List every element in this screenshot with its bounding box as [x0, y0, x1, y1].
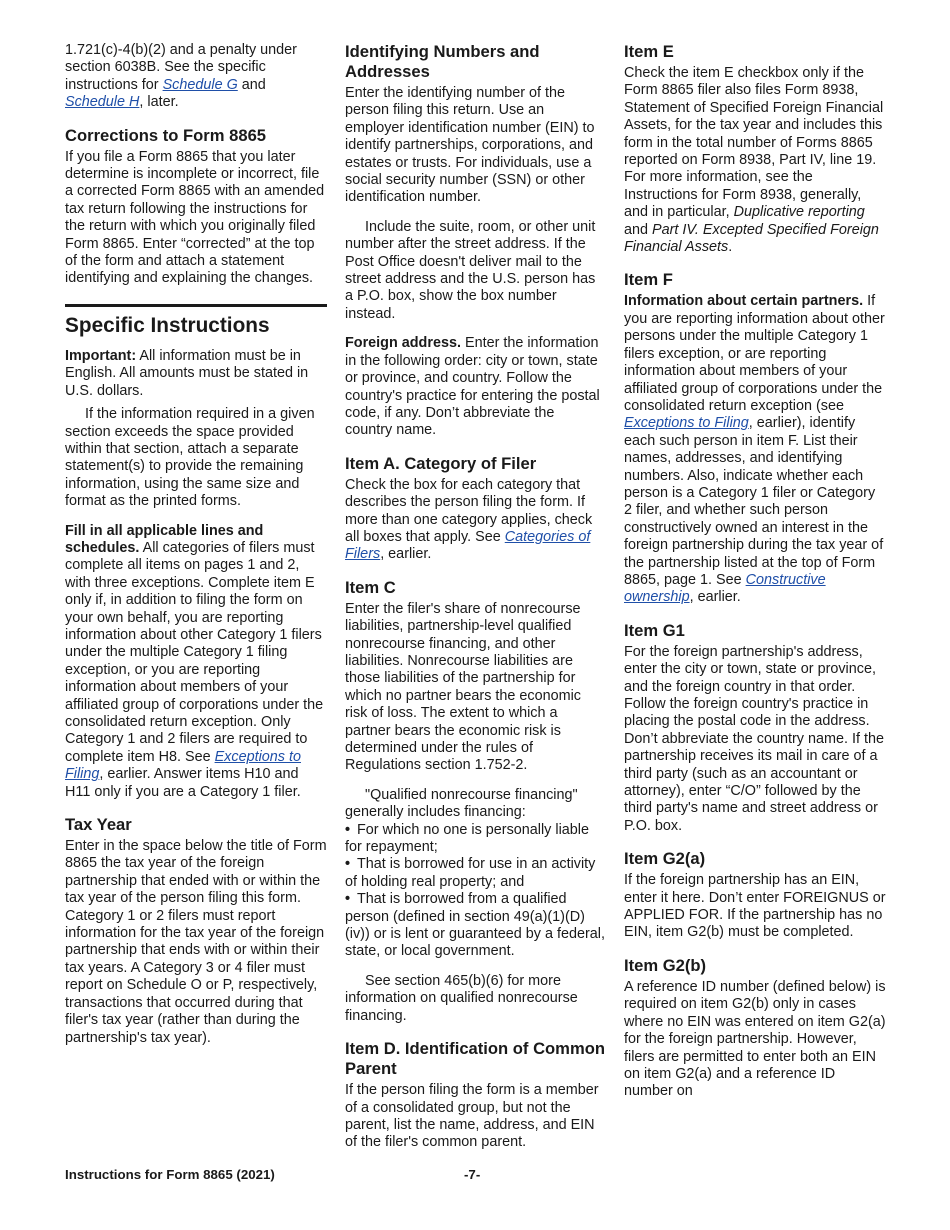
column-middle [345, 42, 605, 1152]
corrections-heading: Corrections to Form 8865 [65, 125, 267, 145]
list-item: • For which no one is personally liable for repayment; [345, 821, 589, 856]
see-465-paragraph: See section 465(b)(6) for more information on qualified nonrecourse financing. [345, 972, 578, 1024]
item-g2b-heading: Item G2(b) [624, 955, 707, 975]
corrections-paragraph: If you file a Form 8865 that you later determine is incomplete or incorrect, file a corrected Form 8865 with an amended tax return following the instructions for the return with which you originally filed Form 8865. Enter “corrected” at the top of the form and attach a statement identifying and explaining the changes. [65, 148, 325, 287]
qualified-financing-paragraph: "Qualified nonrecourse financing" generally includes financing: [345, 786, 578, 821]
suite-paragraph: Include the suite, room, or other unit number after the street address. If the Post Office doesn't deliver mail to the street address and the U.S. person has a P.O. box, show the box number instead. [345, 218, 596, 322]
specific-instructions-heading: Specific Instructions [65, 313, 270, 337]
schedule-g-link[interactable]: Schedule G [162, 76, 238, 93]
bullet-icon: • [345, 821, 351, 838]
foreign-address-paragraph: Foreign address. Enter the information in the following order: city or town, state or province, and country. Follow the country's practice for entering the postal code, if any. Don’t abbreviate the country name. [345, 335, 600, 439]
bullet-icon: • [345, 856, 351, 873]
item-c-paragraph: Enter the filer's share of nonrecourse liabilities, partnership-level qualified nonrecourse financing, and other liabilities. Nonrecourse liabilities are those liabilities of the partnership for which no partner bears the economic risk of loss. The extent to which a partner bears the economic risk is determined under the rules of Regulations section 1.752-2. [345, 600, 581, 774]
item-a-paragraph: Check the box for each category that describes the person filing the form. If more than one category applies, check all boxes that apply. See Categories of Filers, earlier. [345, 476, 593, 563]
column-left [65, 42, 327, 1047]
item-g2a-heading: Item G2(a) [624, 849, 706, 869]
continued-paragraph: 1.721(c)-4(b)(2) and a penalty under section 6038B. See the specific instructions for Schedule G and Schedule H, later. [65, 42, 297, 111]
section-divider [65, 304, 327, 307]
schedule-h-link[interactable]: Schedule H [65, 94, 140, 111]
exceptions-to-filing-link[interactable]: Exceptions to Filing [624, 415, 749, 432]
item-f-heading: Item F [624, 270, 673, 290]
item-c-heading: Item C [345, 577, 396, 597]
item-d-paragraph: If the person filing the form is a member of a consolidated group, but not the parent, list the name, address, and EIN of the filer's common parent. [345, 1082, 599, 1151]
list-item: • That is borrowed for use in an activity of holding real property; and [345, 856, 596, 890]
exceptions-to-filing-link[interactable]: Exceptions to Filing [65, 748, 301, 783]
item-a-heading: Item A. Category of Filer [345, 453, 537, 473]
item-g2a-paragraph: If the foreign partnership has an EIN, enter it here. Don’t enter FOREIGNUS or APPLIED FOR. If the partnership has no EIN, item G2(b) must be completed. [624, 872, 886, 941]
item-g1-paragraph: For the foreign partnership's address, enter the city or town, state or province, and the foreign country in that order. Follow the foreign country's practice in placing the postal code in the address. Don’t abbreviate the country name. If the partnership receives its mail in care of a third party (such as an accountant or attorney), enter “C/O” followed by the third party's name and street address or P.O. box. [624, 643, 884, 834]
column-right [624, 42, 886, 1101]
item-e-heading: Item E [624, 42, 674, 61]
item-d-heading: Item D. Identification of Common Parent [345, 1039, 605, 1079]
important-paragraph: Important: All information must be in English. All amounts must be stated in U.S. dollars. [65, 347, 309, 399]
identifying-numbers-paragraph: Enter the identifying number of the person filing this return. Use an employer identification number (EIN) to identify partnerships, corporations, and estates or trusts. For individuals, use a social security number (SSN) or other identification number. [345, 85, 595, 206]
item-g1-heading: Item G1 [624, 620, 685, 640]
page-number: -7- [464, 1167, 481, 1182]
space-paragraph: If the information required in a given section exceeds the space provided within that section, attach a separate statement(s) to provide the remaining information, using the same size and format as the printed forms. [65, 406, 315, 510]
tax-year-heading: Tax Year [65, 815, 132, 835]
bullet-icon: • [345, 891, 351, 908]
item-g2b-paragraph: A reference ID number (defined below) is required on item G2(b) only in cases where no EIN was entered on item G2(a) for the foreign partnership. However, filers are permitted to enter both an EIN on item G2(a) and a reference ID number on [624, 978, 886, 1100]
identifying-numbers-heading: Identifying Numbers and Addresses [345, 42, 540, 81]
list-item: • That is borrowed from a qualified person (defined in section 49(a)(1)(D)(iv)) or is lent or guaranteed by a federal, state, or local government. [345, 891, 605, 960]
categories-of-filers-link[interactable]: Categories of Filers [345, 528, 591, 563]
fill-paragraph: Fill in all applicable lines and schedules. All categories of filers must complete all items on pages 1 and 2, with three exceptions. Complete item E only if, in addition to filing the form on your own behalf, you are reporting information about other Category 1 filers under the multiple Category 1 filing exception, or you are reporting information about members of your affiliated group of corporations under the consolidated return exception. Only Category 1 and 2 filers are required to complete item H8. See Exceptions to Filing, earlier. Answer items H10 and H11 only if you are a Category 1 filer. [65, 522, 324, 800]
item-f-paragraph: Information about certain partners. If you are reporting information about other persons under the multiple Category 1 filers exception, or are reporting information about members of your affiliated group of corporations under the consolidated return exception (see Exceptions to Filing, earlier), identify each such person in item F. List their names, addresses, and identifying numbers. Also, indicate whether each person is a Category 1 filer or Category 2 filer, and whether such person constructively owned an interest in the foreign partnership during the tax year of the partnership listed at the top of Form 8865, page 1. See Constructive ownership, earlier. [624, 293, 885, 606]
constructive-ownership-link[interactable]: Constructive ownership [624, 571, 826, 606]
footer-form-title: Instructions for Form 8865 (2021) [65, 1167, 275, 1182]
item-e-paragraph: Check the item E checkbox only if the Form 8865 filer also files Form 8938, Statement of Specified Foreign Financial Assets, for the tax year and includes this form in the total number of Forms 8865 reported on Form 8938, Part IV, line 19. For more information, see the Instructions for Form 8938, generally, and in particular, Duplicative reporting and Part IV. Excepted Specified Foreign Financial Assets. [624, 65, 884, 256]
tax-year-paragraph: Enter in the space below the title of Form 8865 the tax year of the foreign partnership that ended with or within the tax year of the person filing this form. Category 1 or 2 filers must report information for the tax year of the foreign partnership that ends with or within their tax years. A Category 3 or 4 filer must report on Schedule O or P, respectively, transactions that occurred during that filer's tax year (rather than during the partnership's tax year). [65, 838, 327, 1046]
